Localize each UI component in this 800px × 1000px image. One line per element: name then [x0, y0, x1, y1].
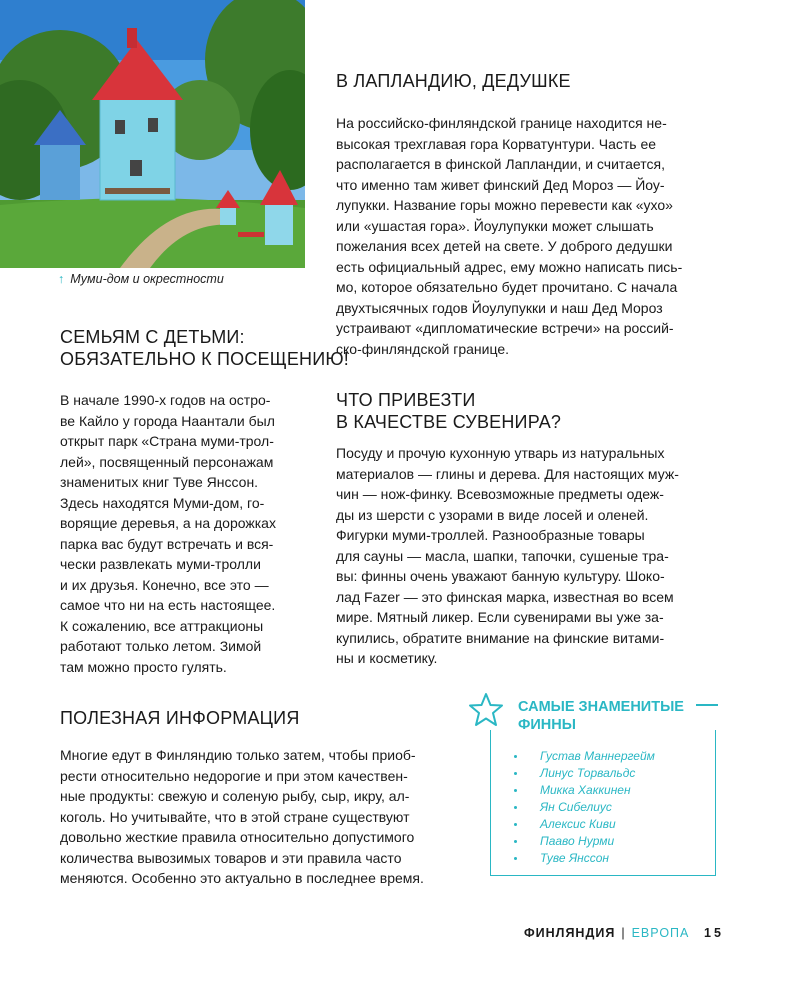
star-icon — [468, 692, 504, 728]
bullet-icon — [514, 806, 517, 809]
famous-finn-name: Пааво Нурми — [540, 834, 615, 848]
bullet-icon — [514, 772, 517, 775]
caption-text: Муми-дом и окрестности — [70, 272, 224, 286]
famous-finn-name: Ян Сибелиус — [540, 800, 612, 814]
photo-caption — [58, 272, 224, 286]
famous-finn-name: Алексис Киви — [540, 817, 616, 831]
text-lapland: На российско-финляндской границе находится не- высокая трехглавая гора Корватунтури. Часть ее располагается в финской Лапландии, и считается, что именно там живет финский Дед Мороз — Йоу- лупукки. Название горы можно перевести как «ухо» или «ушастая гора». Йоулупукки может слышать пожелания всех детей на свете. У доброго дедушки есть официальный адрес, ему можно написать пись- мо, которое обязательно будет прочитано. С начала двухтысячных годов Йоулупукки и наш Дед Мороз устраивают «дипломатические встречи» на россий- ско-финляндской границе. — [336, 115, 683, 357]
famous-finn-item — [514, 765, 655, 782]
bullet-icon — [514, 823, 517, 826]
text-families: В начале 1990-х годов на остро- ве Кайло у города Наантали был открыт парк «Страна муми-трол- лей», посвященный персонажам знаменитых книг Туве Янссон. Здесь находятся Муми-дом, го- ворящие деревья, а на дорожках парка вас будут встречать и вся- чески развлекать муми-тролли и их друзья. Конечно, все это — самое что ни на есть настоящее. К сожалению, все аттракционы работают только летом. Зимой там можно просто гулять. — [60, 392, 276, 675]
heading-souvenirs: ЧТО ПРИВЕЗТИ В КАЧЕСТВЕ СУВЕНИРА? — [336, 390, 562, 432]
moomin-house-photo — [0, 0, 305, 268]
bullet-icon — [514, 840, 517, 843]
famous-finn-item — [514, 782, 655, 799]
heading-lapland: В ЛАПЛАНДИЮ, ДЕДУШКЕ — [336, 71, 571, 91]
bullet-icon — [514, 789, 517, 792]
text-info: Многие едут в Финляндию только затем, чтобы приоб- рести относительно недорогие и при этом качествен- ные продукты: свежую и соленую рыбу, сыр, икру, ал- коголь. Но учитывайте, что в этой стране существуют довольно жесткие правила относительно допустимого количества вывозимых товаров и эти правила часто меняются. Особенно это актуально в последнее время. — [60, 747, 424, 886]
famous-finn-name: Туве Янссон — [540, 851, 609, 865]
famous-finn-name: Густав Маннергейм — [540, 749, 655, 763]
text-souvenirs: Посуду и прочую кухонную утварь из натуральных материалов — глины и дерева. Для настоящих муж- чин — нож-финку. Всевозможные предметы одеж- ды из шерсти с узорами в виде лосей и оленей. Фигурки муми-троллей. Разнообразные товары для сауны — масла, шапки, тапочки, сушеные тра- вы: финны очень уважают банную культуру. Шоко- лад Fazer — это финская марка, известная во всем мире. Мятный ликер. Если сувенирами вы уже за- купились, обратите внимание на финские витами- ны и косметику. — [336, 445, 679, 666]
heading-families: СЕМЬЯМ С ДЕТЬМИ: ОБЯЗАТЕЛЬНО К ПОСЕЩЕНИЮ! — [60, 327, 349, 369]
famous-finns-box — [490, 700, 718, 876]
famous-finn-item — [514, 748, 655, 765]
famous-finn-name: Линус Торвальдс — [540, 766, 636, 780]
page-number: 15 — [704, 926, 724, 940]
box-top-line — [696, 704, 718, 706]
footer-separator: | — [621, 926, 626, 940]
footer-country: ФИНЛЯНДИЯ — [524, 926, 616, 940]
famous-finn-item — [514, 816, 655, 833]
famous-finn-item — [514, 799, 655, 816]
famous-finns-title: САМЫЕ ЗНАМЕНИТЫЕ ФИННЫ — [518, 699, 684, 733]
arrow-up-icon: ↑ — [58, 272, 65, 286]
famous-finns-list — [514, 748, 655, 867]
bullet-icon — [514, 755, 517, 758]
famous-finn-item — [514, 833, 655, 850]
heading-info: ПОЛЕЗНАЯ ИНФОРМАЦИЯ — [60, 708, 300, 728]
famous-finn-item — [514, 850, 655, 867]
famous-finn-name: Микка Хаккинен — [540, 783, 631, 797]
page-footer — [524, 926, 724, 940]
bullet-icon — [514, 857, 517, 860]
footer-region: ЕВРОПА — [631, 926, 690, 940]
